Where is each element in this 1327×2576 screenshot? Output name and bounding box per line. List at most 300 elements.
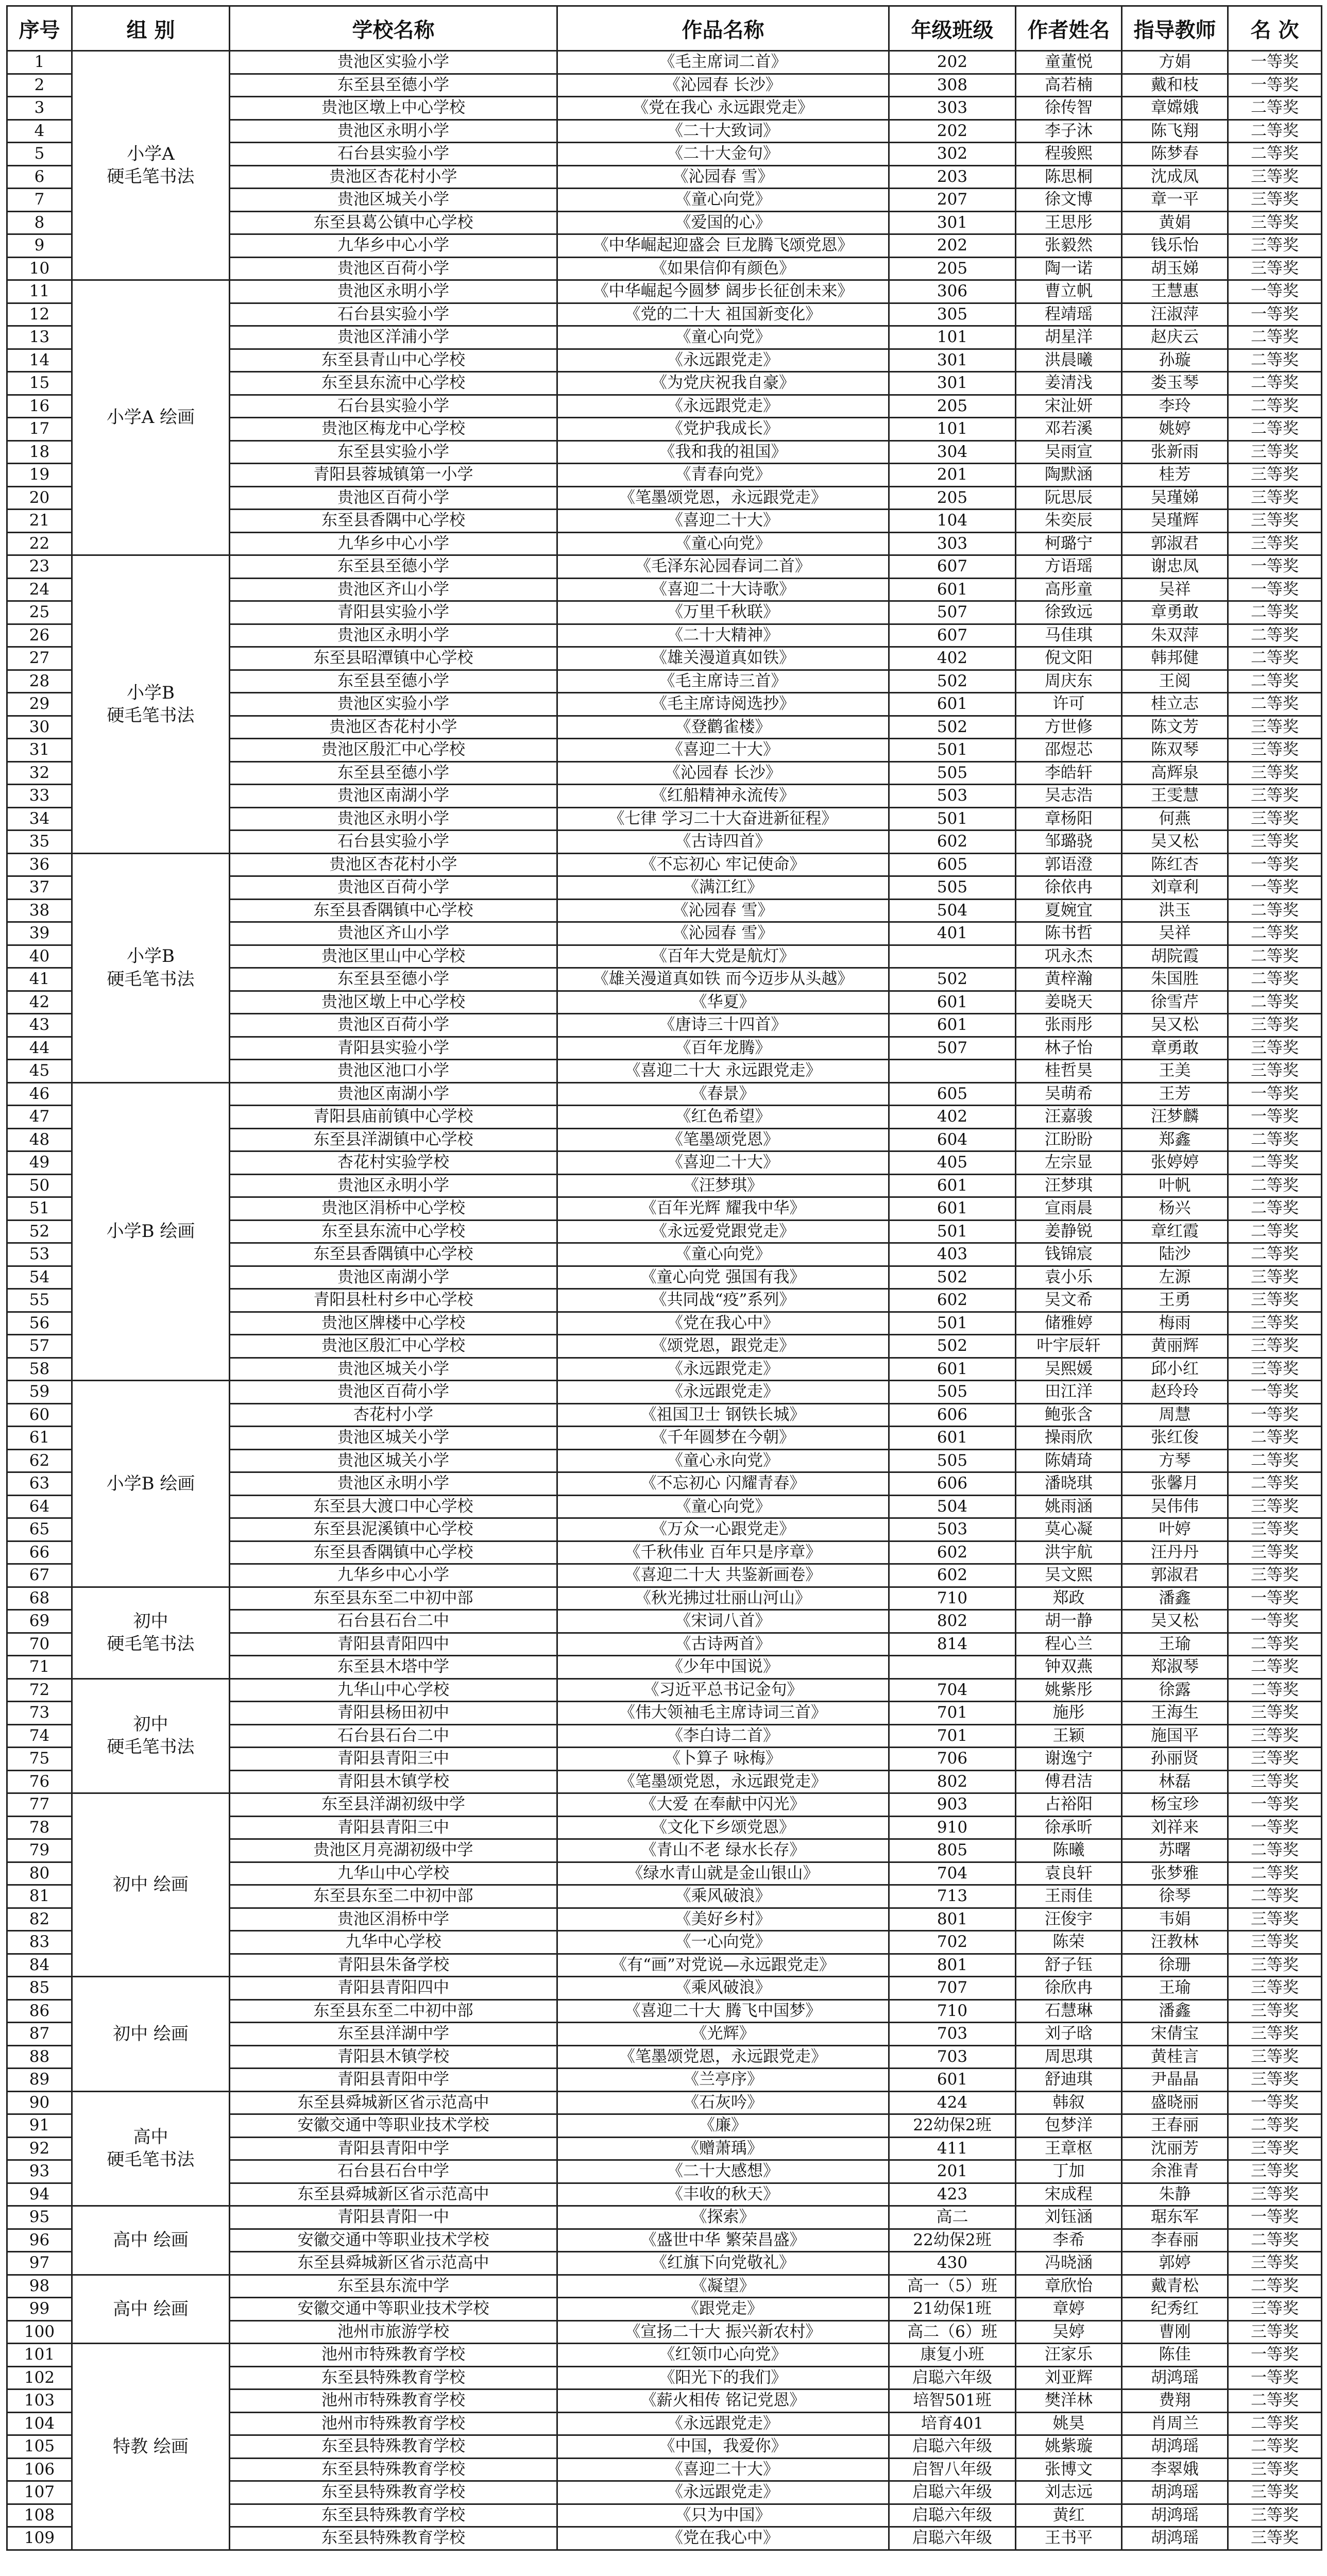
work-cell: 《石灰吟》	[557, 2091, 889, 2114]
work-cell: 《党在我心 永远跟党走》	[557, 97, 889, 120]
school-cell: 九华中心学校	[230, 1931, 557, 1954]
author-cell: 姜静锐	[1016, 1220, 1122, 1243]
school-cell: 贵池区牌楼中心学校	[230, 1312, 557, 1335]
seq-cell: 89	[7, 2069, 72, 2092]
author-cell: 施彤	[1016, 1702, 1122, 1725]
seq-cell: 12	[7, 303, 72, 326]
grade-cell: 504	[889, 899, 1016, 922]
rank-cell: 二等奖	[1228, 372, 1322, 395]
grade-cell: 502	[889, 968, 1016, 991]
grade-cell: 910	[889, 1816, 1016, 1839]
seq-cell: 30	[7, 716, 72, 739]
grade-cell: 601	[889, 578, 1016, 601]
teacher-cell: 苏曙	[1122, 1839, 1228, 1862]
group-label: 小学A 绘画	[106, 407, 195, 428]
school-cell: 贵池区南湖小学	[230, 1266, 557, 1289]
grade-cell: 430	[889, 2252, 1016, 2275]
author-cell: 高彤童	[1016, 578, 1122, 601]
school-cell: 贵池区南湖小学	[230, 785, 557, 808]
grade-cell: 502	[889, 716, 1016, 739]
grade-cell: 高一（5）班	[889, 2275, 1016, 2298]
grade-cell: 507	[889, 601, 1016, 624]
grade-cell: 601	[889, 1197, 1016, 1221]
school-cell: 东至县葛公镇中心学校	[230, 211, 557, 234]
seq-cell: 36	[7, 853, 72, 876]
seq-cell: 64	[7, 1495, 72, 1518]
author-cell: 石慧琳	[1016, 1999, 1122, 2023]
school-cell: 东至县特殊教育学校	[230, 2527, 557, 2550]
group-cell	[72, 1587, 230, 1679]
rank-cell: 二等奖	[1228, 1427, 1322, 1450]
rank-cell: 一等奖	[1228, 1793, 1322, 1817]
teacher-cell: 张红俊	[1122, 1427, 1228, 1450]
school-cell: 东至县特殊教育学校	[230, 2481, 557, 2504]
rank-cell: 三等奖	[1228, 257, 1322, 280]
grade-cell: 培育401	[889, 2412, 1016, 2435]
table-row	[7, 1977, 1322, 2000]
school-cell: 东至县特殊教育学校	[230, 2366, 557, 2389]
author-cell: 王思彤	[1016, 211, 1122, 234]
work-cell: 《永远跟党走》	[557, 349, 889, 372]
school-cell: 石台县实验小学	[230, 831, 557, 854]
author-cell: 张雨彤	[1016, 1014, 1122, 1037]
rank-cell: 三等奖	[1228, 2481, 1322, 2504]
header-group: 组 别	[72, 6, 230, 51]
rank-cell: 三等奖	[1228, 739, 1322, 762]
seq-cell: 9	[7, 234, 72, 258]
teacher-cell: 王慧惠	[1122, 280, 1228, 303]
school-cell: 青阳县蓉城镇第一小学	[230, 464, 557, 487]
school-cell: 东至县舜城新区省示范高中	[230, 2252, 557, 2275]
rank-cell: 二等奖	[1228, 991, 1322, 1014]
seq-cell: 91	[7, 2114, 72, 2138]
school-cell: 九华山中心学校	[230, 1679, 557, 1702]
school-cell: 石台县石台二中	[230, 1610, 557, 1633]
work-cell: 《伟大领袖毛主席诗词三首》	[557, 1702, 889, 1725]
work-cell: 《凝望》	[557, 2275, 889, 2298]
teacher-cell: 章一平	[1122, 189, 1228, 212]
author-cell: 冯晓涵	[1016, 2252, 1122, 2275]
seq-cell: 80	[7, 1862, 72, 1885]
seq-cell: 32	[7, 761, 72, 785]
rank-cell: 二等奖	[1228, 1472, 1322, 1496]
grade-cell: 启聪六年级	[889, 2481, 1016, 2504]
rank-cell: 二等奖	[1228, 1839, 1322, 1862]
grade-cell: 602	[889, 1541, 1016, 1564]
grade-cell: 601	[889, 2069, 1016, 2092]
grade-cell: 301	[889, 372, 1016, 395]
teacher-cell: 赵玲玲	[1122, 1381, 1228, 1404]
teacher-cell: 王瑜	[1122, 1633, 1228, 1656]
author-cell: 陶默涵	[1016, 464, 1122, 487]
teacher-cell: 朱国胜	[1122, 968, 1228, 991]
school-cell: 青阳县杜村乡中心学校	[230, 1289, 557, 1312]
author-cell: 王章枢	[1016, 2137, 1122, 2160]
work-cell: 《毛主席诗阅选抄》	[557, 693, 889, 716]
seq-cell: 17	[7, 418, 72, 441]
school-cell: 贵池区南湖小学	[230, 1082, 557, 1106]
author-cell: 丁加	[1016, 2160, 1122, 2183]
school-cell: 贵池区百荷小学	[230, 257, 557, 280]
teacher-cell: 吴瑾娣	[1122, 486, 1228, 510]
school-cell: 九华乡中心小学	[230, 234, 557, 258]
rank-cell: 二等奖	[1228, 945, 1322, 968]
group-label: 硬毛笔书法	[107, 969, 195, 990]
author-cell: 王颖	[1016, 1724, 1122, 1748]
seq-cell: 109	[7, 2527, 72, 2550]
group-cell	[72, 280, 230, 555]
work-cell: 《薪火相传 铭记党恩》	[557, 2389, 889, 2413]
teacher-cell: 周慧	[1122, 1403, 1228, 1427]
grade-cell: 启聪六年级	[889, 2527, 1016, 2550]
group-label: 初中	[133, 1611, 168, 1632]
author-cell: 夏婉宜	[1016, 899, 1122, 922]
rank-cell: 三等奖	[1228, 761, 1322, 785]
rank-cell: 三等奖	[1228, 2504, 1322, 2527]
school-cell: 石台县实验小学	[230, 143, 557, 166]
seq-cell: 33	[7, 785, 72, 808]
header-grade: 年级班级	[889, 6, 1016, 51]
rank-cell: 一等奖	[1228, 1403, 1322, 1427]
seq-cell: 44	[7, 1037, 72, 1060]
group-cell	[72, 2091, 230, 2206]
group-label: 高中 绘画	[113, 2298, 189, 2319]
school-cell: 东至县实验小学	[230, 440, 557, 464]
rank-cell: 一等奖	[1228, 1381, 1322, 1404]
seq-cell: 1	[7, 51, 72, 74]
author-cell: 占裕阳	[1016, 1793, 1122, 1817]
work-cell: 《祖国卫士 钢铁长城》	[557, 1403, 889, 1427]
rank-cell: 三等奖	[1228, 1748, 1322, 1771]
school-cell: 东至县大渡口中心学校	[230, 1495, 557, 1518]
school-cell: 九华乡中心小学	[230, 532, 557, 555]
teacher-cell: 陈红杏	[1122, 853, 1228, 876]
seq-cell: 107	[7, 2481, 72, 2504]
school-cell: 东至县东流中心学校	[230, 1220, 557, 1243]
school-cell: 贵池区实验小学	[230, 51, 557, 74]
grade-cell: 301	[889, 211, 1016, 234]
work-cell: 《大爱 在奉献中闪光》	[557, 1793, 889, 1817]
seq-cell: 95	[7, 2206, 72, 2229]
grade-cell: 502	[889, 1335, 1016, 1358]
seq-cell: 7	[7, 189, 72, 212]
work-cell: 《二十大金句》	[557, 143, 889, 166]
work-cell: 《阳光下的我们》	[557, 2366, 889, 2389]
work-cell: 《喜迎二十大 永远跟党走》	[557, 1060, 889, 1083]
school-cell: 贵池区殷汇中心学校	[230, 739, 557, 762]
grade-cell: 205	[889, 486, 1016, 510]
group-label: 硬毛笔书法	[107, 1737, 195, 1758]
school-cell: 东至县香隅镇中心学校	[230, 1243, 557, 1266]
header-teacher: 指导教师	[1122, 6, 1228, 51]
grade-cell: 702	[889, 1931, 1016, 1954]
work-cell: 《党护我成长》	[557, 418, 889, 441]
seq-cell: 22	[7, 532, 72, 555]
school-cell: 青阳县实验小学	[230, 601, 557, 624]
work-cell: 《中华崛起今圆梦 阔步长征创未来》	[557, 280, 889, 303]
seq-cell: 69	[7, 1610, 72, 1633]
school-cell: 贵池区梅龙中心学校	[230, 418, 557, 441]
seq-cell: 102	[7, 2366, 72, 2389]
work-cell: 《永远跟党走》	[557, 1358, 889, 1381]
work-cell: 《红船精神永流传》	[557, 785, 889, 808]
seq-cell: 66	[7, 1541, 72, 1564]
group-label: 小学B 绘画	[106, 1473, 195, 1494]
work-cell: 《万众一心跟党走》	[557, 1518, 889, 1541]
teacher-cell: 汪丹丹	[1122, 1541, 1228, 1564]
work-cell: 《盛世中华 繁荣昌盛》	[557, 2229, 889, 2252]
school-cell: 池州市特殊教育学校	[230, 2344, 557, 2367]
teacher-cell: 张新雨	[1122, 440, 1228, 464]
school-cell: 东至县东至二中初中部	[230, 1999, 557, 2023]
group-label: 特教 绘画	[113, 2436, 189, 2457]
rank-cell: 三等奖	[1228, 1037, 1322, 1060]
school-cell: 东至县泥溪镇中心学校	[230, 1518, 557, 1541]
teacher-cell: 王勇	[1122, 1289, 1228, 1312]
teacher-cell: 王瑜	[1122, 1977, 1228, 2000]
rank-cell: 一等奖	[1228, 51, 1322, 74]
school-cell: 青阳县青阳四中	[230, 1633, 557, 1656]
table-row	[7, 853, 1322, 876]
grade-cell: 502	[889, 670, 1016, 693]
grade-cell: 22幼保2班	[889, 2229, 1016, 2252]
header-school: 学校名称	[230, 6, 557, 51]
rank-cell: 二等奖	[1228, 1197, 1322, 1221]
seq-cell: 53	[7, 1243, 72, 1266]
author-cell: 李子沐	[1016, 120, 1122, 143]
seq-cell: 70	[7, 1633, 72, 1656]
teacher-cell: 梅雨	[1122, 1312, 1228, 1335]
grade-cell	[889, 945, 1016, 968]
school-cell: 青阳县青阳一中	[230, 2206, 557, 2229]
school-cell: 贵池区永明小学	[230, 807, 557, 831]
school-cell: 东至县舜城新区省示范高中	[230, 2091, 557, 2114]
seq-cell: 28	[7, 670, 72, 693]
author-cell: 郭语澄	[1016, 853, 1122, 876]
author-cell: 宋成程	[1016, 2183, 1122, 2206]
author-cell: 倪文阳	[1016, 647, 1122, 670]
work-cell: 《喜迎二十大诗歌》	[557, 578, 889, 601]
teacher-cell: 郭婷	[1122, 2252, 1228, 2275]
work-cell: 《廉》	[557, 2114, 889, 2138]
author-cell: 吴文熙	[1016, 1564, 1122, 1587]
rank-cell: 三等奖	[1228, 234, 1322, 258]
work-cell: 《沁园春 雪》	[557, 165, 889, 189]
teacher-cell: 邱小红	[1122, 1358, 1228, 1381]
rank-cell: 一等奖	[1228, 2206, 1322, 2229]
teacher-cell: 余淮青	[1122, 2160, 1228, 2183]
rank-cell: 二等奖	[1228, 601, 1322, 624]
work-cell: 《沁园春 雪》	[557, 899, 889, 922]
work-cell: 《春景》	[557, 1082, 889, 1106]
teacher-cell: 汪教林	[1122, 1931, 1228, 1954]
work-cell: 《红旗下向党敬礼》	[557, 2252, 889, 2275]
rank-cell: 三等奖	[1228, 1060, 1322, 1083]
teacher-cell: 桂立志	[1122, 693, 1228, 716]
author-cell: 郑政	[1016, 1587, 1122, 1610]
author-cell: 刘亚辉	[1016, 2366, 1122, 2389]
seq-cell: 45	[7, 1060, 72, 1083]
author-cell: 刘子晗	[1016, 2023, 1122, 2046]
teacher-cell: 戴和枝	[1122, 74, 1228, 97]
school-cell: 贵池区墩上中心学校	[230, 97, 557, 120]
teacher-cell: 桂芳	[1122, 464, 1228, 487]
school-cell: 贵池区里山中心学校	[230, 945, 557, 968]
work-cell: 《美好乡村》	[557, 1908, 889, 1931]
author-cell: 莫心凝	[1016, 1518, 1122, 1541]
header-author: 作者姓名	[1016, 6, 1122, 51]
grade-cell: 308	[889, 74, 1016, 97]
teacher-cell: 施国平	[1122, 1724, 1228, 1748]
seq-cell: 2	[7, 74, 72, 97]
teacher-cell: 赵庆云	[1122, 326, 1228, 349]
work-cell: 《乘风破浪》	[557, 1977, 889, 2000]
seq-cell: 11	[7, 280, 72, 303]
work-cell: 《永远跟党走》	[557, 395, 889, 418]
school-cell: 贵池区永明小学	[230, 280, 557, 303]
school-cell: 贵池区月亮湖初级中学	[230, 1839, 557, 1862]
grade-cell: 21幼保1班	[889, 2298, 1016, 2321]
rank-cell: 二等奖	[1228, 1885, 1322, 1908]
author-cell: 陈书哲	[1016, 922, 1122, 945]
work-cell: 《童心向党》	[557, 1495, 889, 1518]
teacher-cell: 郑淑琴	[1122, 1656, 1228, 1679]
grade-cell: 605	[889, 1082, 1016, 1106]
group-cell	[72, 1793, 230, 1977]
school-cell: 贵池区洋浦小学	[230, 326, 557, 349]
school-cell: 青阳县青阳中学	[230, 2137, 557, 2160]
school-cell: 贵池区百荷小学	[230, 486, 557, 510]
rank-cell: 一等奖	[1228, 303, 1322, 326]
school-cell: 东至县特殊教育学校	[230, 2435, 557, 2459]
work-cell: 《丰收的秋天》	[557, 2183, 889, 2206]
work-cell: 《七律 学习二十大奋进新征程》	[557, 807, 889, 831]
author-cell: 黄红	[1016, 2504, 1122, 2527]
seq-cell: 52	[7, 1220, 72, 1243]
grade-cell: 701	[889, 1724, 1016, 1748]
rank-cell: 一等奖	[1228, 74, 1322, 97]
rank-cell: 三等奖	[1228, 1702, 1322, 1725]
school-cell: 东至县昭潭镇中心学校	[230, 647, 557, 670]
rank-cell: 三等奖	[1228, 532, 1322, 555]
work-cell: 《中华崛起迎盛会 巨龙腾飞颂党恩》	[557, 234, 889, 258]
rank-cell: 三等奖	[1228, 1518, 1322, 1541]
school-cell: 贵池区百荷小学	[230, 1381, 557, 1404]
author-cell: 陈荣	[1016, 1931, 1122, 1954]
teacher-cell: 吴祥	[1122, 578, 1228, 601]
table-header	[7, 6, 1322, 51]
grade-cell: 601	[889, 693, 1016, 716]
rank-cell: 二等奖	[1228, 97, 1322, 120]
work-cell: 《古诗四首》	[557, 831, 889, 854]
rank-cell: 一等奖	[1228, 1082, 1322, 1106]
rank-cell: 一等奖	[1228, 1816, 1322, 1839]
work-cell: 《不忘初心 闪耀青春》	[557, 1472, 889, 1496]
author-cell: 陈思桐	[1016, 165, 1122, 189]
seq-cell: 49	[7, 1151, 72, 1175]
rank-cell: 三等奖	[1228, 189, 1322, 212]
seq-cell: 108	[7, 2504, 72, 2527]
seq-cell: 65	[7, 1518, 72, 1541]
teacher-cell: 郑鑫	[1122, 1128, 1228, 1151]
teacher-cell: 汪梦麟	[1122, 1106, 1228, 1129]
table-row	[7, 2206, 1322, 2229]
author-cell: 章婷	[1016, 2298, 1122, 2321]
school-cell: 青阳县木镇学校	[230, 1770, 557, 1793]
grade-cell: 405	[889, 1151, 1016, 1175]
teacher-cell: 吴瑾辉	[1122, 510, 1228, 533]
rank-cell: 一等奖	[1228, 1587, 1322, 1610]
seq-cell: 67	[7, 1564, 72, 1587]
work-cell: 《百年光辉 耀我中华》	[557, 1197, 889, 1221]
seq-cell: 55	[7, 1289, 72, 1312]
work-cell: 《汪梦琪》	[557, 1174, 889, 1197]
rank-cell: 三等奖	[1228, 1358, 1322, 1381]
author-cell: 汪家乐	[1016, 2344, 1122, 2367]
seq-cell: 48	[7, 1128, 72, 1151]
author-cell: 樊洋林	[1016, 2389, 1122, 2413]
seq-cell: 74	[7, 1724, 72, 1748]
group-cell	[72, 51, 230, 280]
teacher-cell: 吴又松	[1122, 831, 1228, 854]
author-cell: 陈曦	[1016, 1839, 1122, 1862]
work-cell: 《有“画”对党说—永远跟党走》	[557, 1954, 889, 1977]
rank-cell: 三等奖	[1228, 1312, 1322, 1335]
author-cell: 王雨佳	[1016, 1885, 1122, 1908]
author-cell: 周思琪	[1016, 2045, 1122, 2069]
work-cell: 《雄关漫道真如铁 而今迈步从头越》	[557, 968, 889, 991]
author-cell: 陶一诺	[1016, 257, 1122, 280]
table-row	[7, 2275, 1322, 2298]
work-cell: 《古诗两首》	[557, 1633, 889, 1656]
seq-cell: 97	[7, 2252, 72, 2275]
work-cell: 《青春向党》	[557, 464, 889, 487]
teacher-cell: 章红霞	[1122, 1220, 1228, 1243]
teacher-cell: 胡院霞	[1122, 945, 1228, 968]
author-cell: 桂哲昊	[1016, 1060, 1122, 1083]
teacher-cell: 胡鸿瑶	[1122, 2527, 1228, 2550]
rank-cell: 三等奖	[1228, 1908, 1322, 1931]
table-body	[7, 51, 1322, 2550]
grade-cell: 504	[889, 1495, 1016, 1518]
grade-cell: 启聪六年级	[889, 2435, 1016, 2459]
teacher-cell: 方琴	[1122, 1449, 1228, 1472]
grade-cell: 205	[889, 395, 1016, 418]
author-cell: 章欣怡	[1016, 2275, 1122, 2298]
grade-cell: 801	[889, 1954, 1016, 1977]
work-cell: 《永远爱党跟党走》	[557, 1220, 889, 1243]
rank-cell: 一等奖	[1228, 2366, 1322, 2389]
author-cell: 刘志远	[1016, 2481, 1122, 2504]
grade-cell: 启智八年级	[889, 2458, 1016, 2481]
school-cell: 东至县洋湖中学	[230, 2023, 557, 2046]
group-label: 小学B	[127, 946, 175, 967]
grade-cell: 203	[889, 165, 1016, 189]
work-cell: 《华夏》	[557, 991, 889, 1014]
school-cell: 青阳县朱备学校	[230, 1954, 557, 1977]
author-cell: 吴熙媛	[1016, 1358, 1122, 1381]
teacher-cell: 高辉泉	[1122, 761, 1228, 785]
seq-cell: 43	[7, 1014, 72, 1037]
seq-cell: 16	[7, 395, 72, 418]
school-cell: 贵池区城关小学	[230, 1427, 557, 1450]
work-cell: 《童心永向党》	[557, 1449, 889, 1472]
school-cell: 青阳县青阳三中	[230, 1816, 557, 1839]
grade-cell: 502	[889, 1266, 1016, 1289]
rank-cell: 二等奖	[1228, 624, 1322, 647]
grade-cell: 601	[889, 1427, 1016, 1450]
work-cell: 《喜迎二十大》	[557, 510, 889, 533]
